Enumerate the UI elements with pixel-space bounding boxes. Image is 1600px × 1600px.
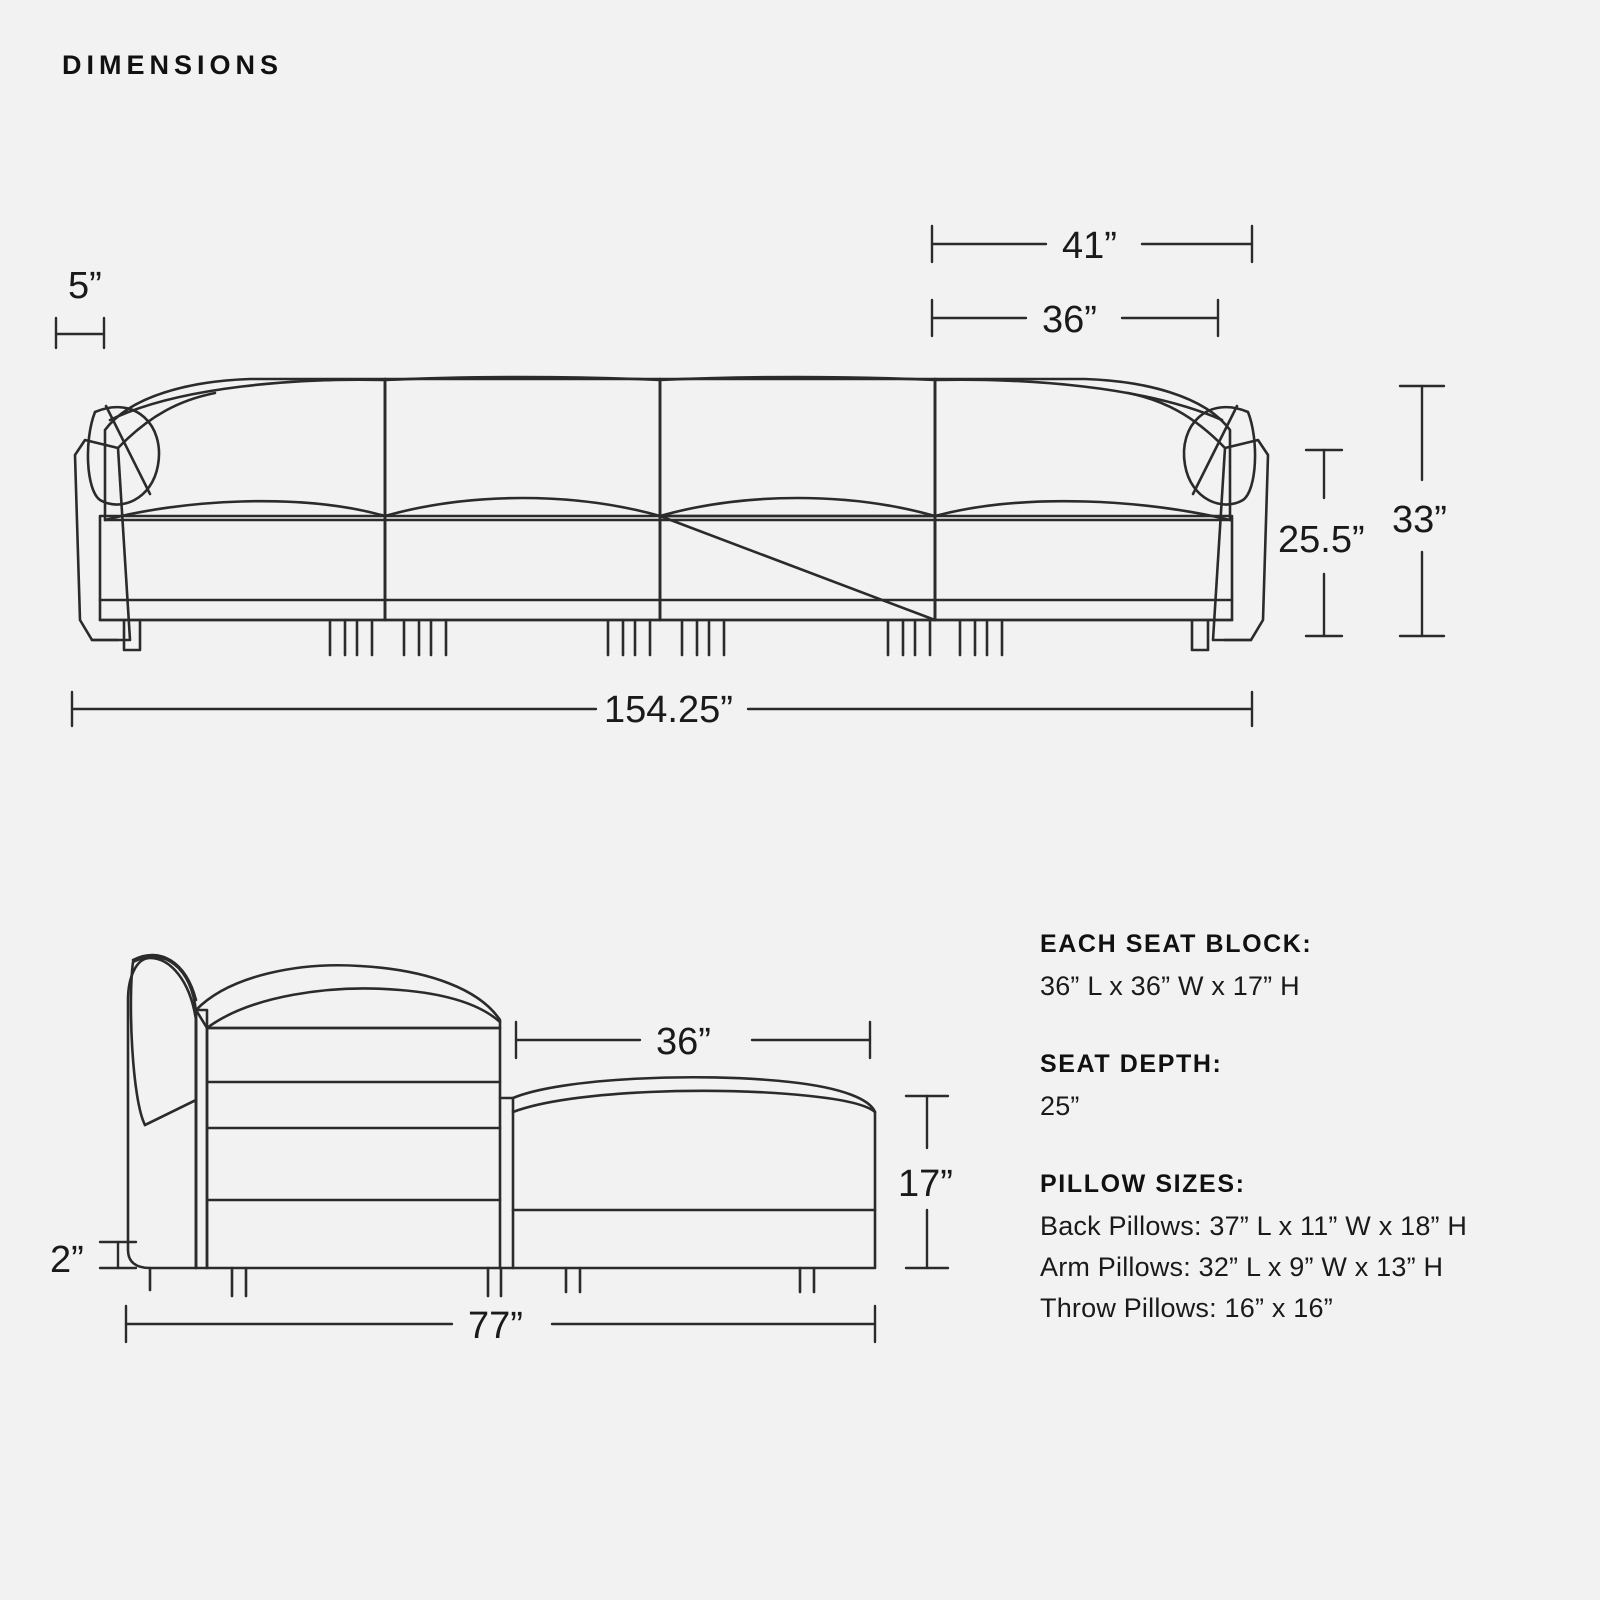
dim-label-arm-thickness: 5” <box>68 265 102 307</box>
spec-list <box>1040 930 1560 1334</box>
spec-heading-seat-block: EACH SEAT BLOCK: <box>1040 930 1313 958</box>
dim-label-seat-height: 17” <box>898 1163 953 1205</box>
dim-label-overall-height: 33” <box>1392 499 1447 541</box>
spec-line-arm-pillows: Arm Pillows: 32” L x 9” W x 13” H <box>1040 1252 1444 1282</box>
dim-label-module-seat-width: 36” <box>1042 299 1097 341</box>
spec-group-seat-block <box>1040 930 1560 1002</box>
dim-label-ottoman-depth: 36” <box>656 1021 711 1063</box>
spec-line-seat-block-size: 36” L x 36” W x 17” H <box>1040 971 1300 1001</box>
front-view-dimension-lines <box>56 226 1444 726</box>
spec-group-seat-depth <box>1040 1050 1560 1122</box>
spec-heading-seat-depth: SEAT DEPTH: <box>1040 1050 1223 1078</box>
spec-line-throw-pillows: Throw Pillows: 16” x 16” <box>1040 1293 1333 1323</box>
dim-label-seat-back-height: 25.5” <box>1278 519 1365 561</box>
spec-line-back-pillows: Back Pillows: 37” L x 11” W x 18” H <box>1040 1211 1468 1241</box>
dim-label-overall-depth: 77” <box>468 1305 523 1347</box>
dim-label-module-outer-width: 41” <box>1062 225 1117 267</box>
side-view-sofa <box>128 955 875 1296</box>
front-view-sofa <box>75 377 1268 655</box>
dim-label-overall-width: 154.25” <box>604 689 733 731</box>
spec-group-pillow-sizes <box>1040 1170 1560 1324</box>
side-view-dimension-lines <box>100 1022 948 1342</box>
dim-label-leg-height: 2” <box>50 1239 84 1281</box>
page-title: DIMENSIONS <box>62 50 284 80</box>
spec-heading-pillow-sizes: PILLOW SIZES: <box>1040 1170 1246 1198</box>
spec-line-seat-depth-value: 25” <box>1040 1091 1080 1121</box>
